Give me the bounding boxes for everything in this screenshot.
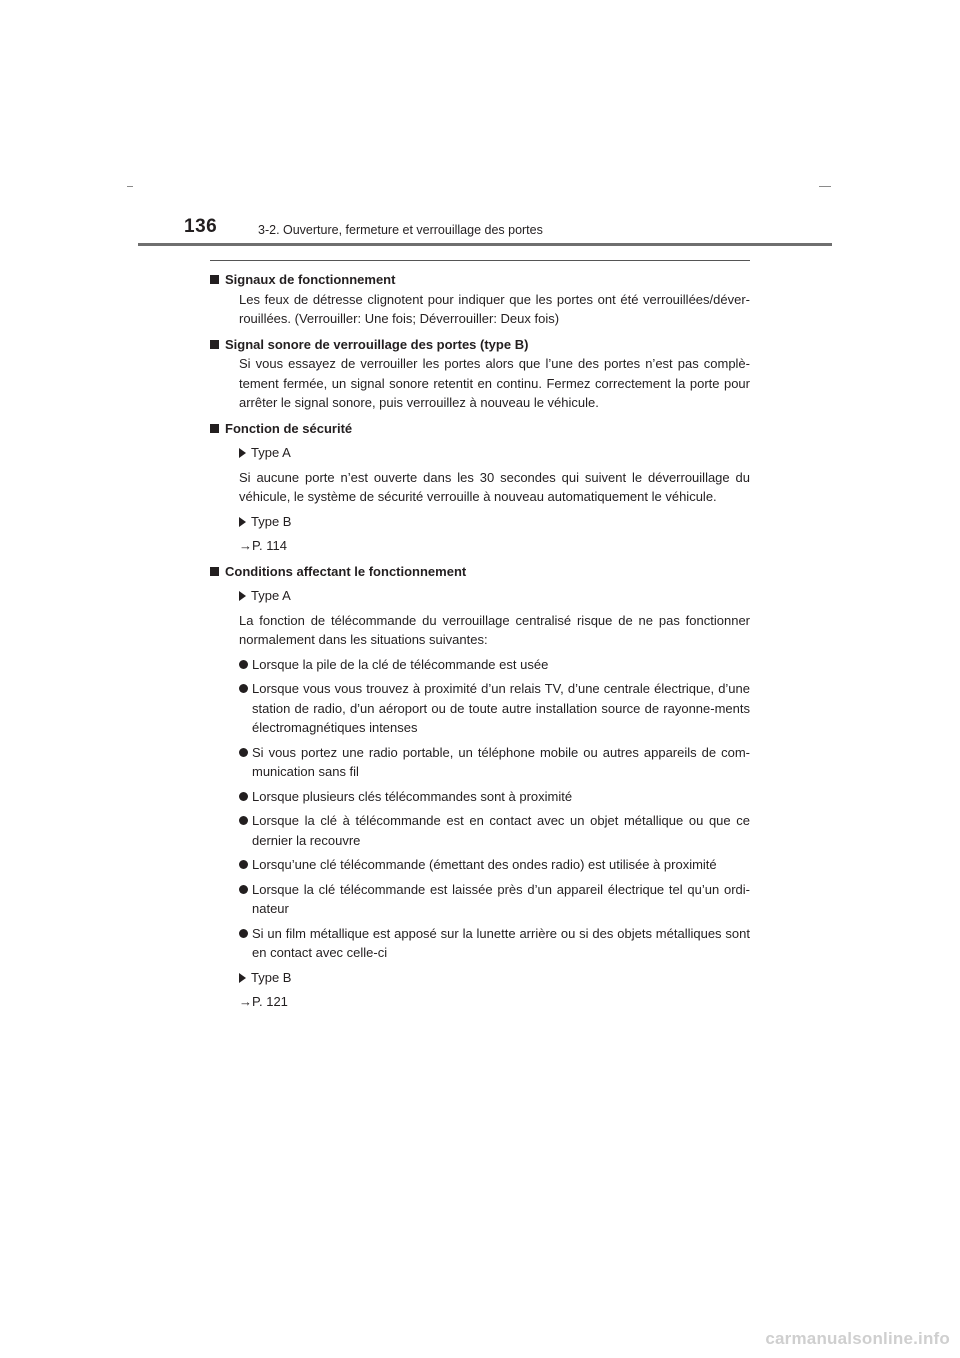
type-a-label: Type A — [239, 443, 750, 463]
section-heading: Signal sonore de verrouillage des portes (type B) — [210, 335, 750, 355]
page-header — [0, 0, 960, 260]
section-heading: Fonction de sécurité — [210, 419, 750, 439]
section-securite — [210, 419, 750, 556]
circle-bullet-icon — [239, 929, 248, 938]
section-text: Si aucune porte n’est ouverte dans les 30 secondes qui suivent le déverrouillage du véhicule, le système de sécurité verrouille à nouveau automatiquement le véhicule. — [239, 469, 750, 504]
list-item: Lorsque plusieurs clés télécommandes sont à proximité — [239, 787, 750, 807]
triangle-right-icon — [239, 448, 246, 458]
section-heading: Conditions affectant le fonctionnement — [210, 562, 750, 582]
list-item: Si un film métallique est apposé sur la lunette arrière ou si des objets métalliques sont en contact avec celle-ci — [239, 924, 750, 963]
triangle-right-icon — [239, 973, 246, 983]
square-bullet-icon — [210, 424, 219, 433]
section-signaux — [210, 270, 750, 329]
list-item: Lorsqu’une clé télécommande (émettant des ondes radio) est utilisée à proximité — [239, 855, 750, 875]
circle-bullet-icon — [239, 660, 248, 669]
content-top-rule — [210, 260, 750, 261]
square-bullet-icon — [210, 567, 219, 576]
section-conditions — [210, 562, 750, 1012]
triangle-right-icon — [239, 517, 246, 527]
list-item: Lorsque la pile de la clé de télécommande est usée — [239, 655, 750, 675]
circle-bullet-icon — [239, 792, 248, 801]
page-content — [210, 268, 750, 1012]
section-heading: Signaux de fonctionnement — [210, 270, 750, 290]
square-bullet-icon — [210, 275, 219, 284]
circle-bullet-icon — [239, 885, 248, 894]
section-signal-sonore — [210, 335, 750, 413]
type-b-label: Type B — [239, 512, 750, 532]
section-text: La fonction de télécommande du verrouillage centralisé risque de ne pas fonctionner normalement dans les situations suivantes: — [239, 612, 750, 647]
page-reference: →P. 114 — [239, 538, 287, 553]
section-title: 3-2. Ouverture, fermeture et verrouillage des portes — [258, 223, 543, 237]
page-reference: →P. 121 — [239, 994, 288, 1009]
section-text: Si vous essayez de verrouiller les portes alors que l’une des portes n’est pas complè-tement fermée, un signal sonore retentit en continu. Fermez correctement la porte pour arrêter le signal sonore, puis verrouillez à nouveau le véhicule. — [239, 356, 750, 410]
type-a-label: Type A — [239, 586, 750, 606]
triangle-right-icon — [239, 591, 246, 601]
square-bullet-icon — [210, 340, 219, 349]
circle-bullet-icon — [239, 816, 248, 825]
circle-bullet-icon — [239, 860, 248, 869]
list-item: Lorsque la clé à télécommande est en contact avec un objet métallique ou que ce dernier la recouvre — [239, 811, 750, 850]
header-divider — [138, 243, 832, 246]
section-text: Les feux de détresse clignotent pour indiquer que les portes ont été verrouillées/déver-rouillées. (Verrouiller: Une fois; Déverrouiller: Deux fois) — [239, 291, 750, 326]
list-item: Lorsque vous vous trouvez à proximité d’un relais TV, d’une centrale électrique, d’une station de radio, d’un aéroport ou de toute autre installation source de rayonne-ments électromagnétiques intenses — [239, 679, 750, 738]
watermark-link[interactable]: carmanualsonline.info — [765, 1329, 950, 1348]
page-number: 136 — [184, 216, 218, 237]
list-item: Si vous portez une radio portable, un téléphone mobile ou autres appareils de com-munication sans fil — [239, 743, 750, 782]
circle-bullet-icon — [239, 684, 248, 693]
type-b-label: Type B — [239, 968, 750, 988]
list-item: Lorsque la clé télécommande est laissée près d’un appareil électrique tel qu’un ordi-nateur — [239, 880, 750, 919]
circle-bullet-icon — [239, 748, 248, 757]
